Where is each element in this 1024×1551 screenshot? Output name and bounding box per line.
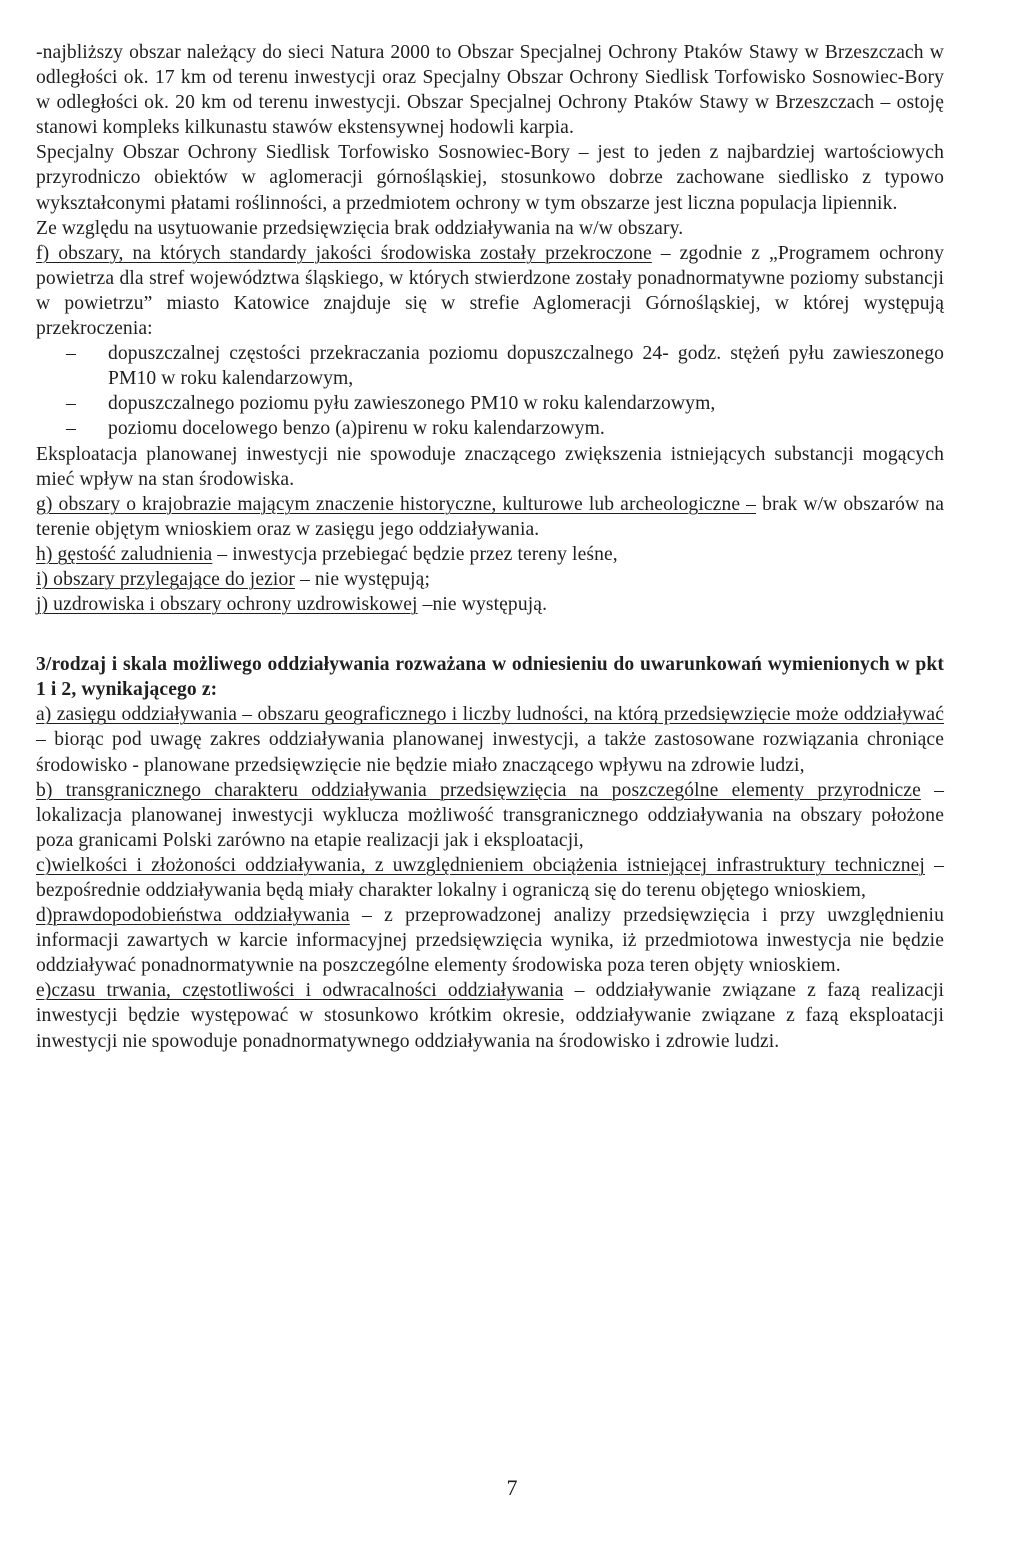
item-i-label: i) obszary przylegające do jezior [36, 568, 295, 590]
item-e-text: – oddziaływanie związane z fazą realizacji inwestycji będzie występować w stosunkowo krótkim okresie, oddziaływanie związane z fazą eksploatacji inwestycji nie spowoduje ponadnormatywnego oddziaływania na środowisko i zdrowie ludzi. [36, 980, 944, 1052]
section-3-heading: 3/rodzaj i skala możliwego oddziaływania rozważana w odniesieniu do uwarunkowań wymienionych w pkt 1 i 2, wynikającego z: [36, 654, 944, 701]
item-h [36, 542, 944, 567]
item-g [36, 492, 944, 542]
item-i-text: – nie występują; [294, 568, 431, 590]
exceedances-list [36, 341, 944, 441]
item-g-label: g) obszary o krajobrazie mającym znaczenie historyczne, kulturowe lub archeologiczne – [36, 493, 757, 515]
list-item-text: dopuszczalnego poziomu pyłu zawieszonego PM10 w roku kalendarzowym, [108, 393, 716, 415]
item-a-text: – biorąc pod uwagę zakres oddziaływania planowanej inwestycji, a także zastosowane rozwiązania chroniące środowisko - planowane przedsięwzięcie nie będzie miało znaczącego wpływu na zdrowie ludzi, [36, 729, 944, 776]
item-b-text: – lokalizacja planowanej inwestycji wyklucza możliwość transgranicznego oddziaływania na obszary położone poza granicami Polski zarówno na etapie realizacji jak i eksploatacji, [36, 779, 944, 851]
list-item-text: dopuszczalnej częstości przekraczania poziomu dopuszczalnego 24- godz. stężeń pyłu zawieszonego PM10 w roku kalendarzowym, [108, 343, 944, 390]
paragraph-torfowisko: Specjalny Obszar Ochrony Siedlisk Torfowisko Sosnowiec-Bory – jest to jeden z najbardziej wartościowych przyrodniczo obiektów w aglomeracji górnośląskiej, stosunkowo dobrze zachowane siedlisko z typowo wykształconymi płatami roślinności, a przedmiotem ochrony w tym obszarze jest liczna populacja lipiennik. [36, 142, 944, 214]
item-b-label: b) transgranicznego charakteru oddziaływania przedsięwzięcia na poszczególne elementy przyrodnicze [36, 779, 921, 801]
section-gap [36, 617, 944, 652]
item-c-text: – bezpośrednie oddziaływania będą miały charakter lokalny i ograniczą się do terenu objętego wnioskiem, [36, 854, 944, 901]
paragraph-natura-2000: -najbliższy obszar należący do sieci Natura 2000 to Obszar Specjalnej Ochrony Ptaków Stawy w Brzeszczach w odległości ok. 17 km od terenu inwestycji oraz Specjalny Obszar Ochrony Siedlisk Torfowisko Sosnowiec-Bory w odległości ok. 20 km od terenu inwestycji. Obszar Specjalnej Ochrony Ptaków Stawy w Brzeszczach – ostoję stanowi kompleks kilkunastu stawów ekstensywnej hodowli karpia. [36, 42, 944, 139]
item-d-text: – z przeprowadzonej analizy przedsięwzięcia i przy uwzględnieniu informacji zawartych w karcie informacyjnej przedsięwzięcia wynika, iż przedmiotowa inwestycja nie będzie oddziaływać ponadnormatywnie na poszczególne elementy środowiska poza teren objęty wnioskiem. [36, 905, 944, 977]
item-c [36, 853, 944, 903]
page-number: 7 [506, 1475, 518, 1500]
dash-bullet: – [66, 418, 76, 440]
item-a [36, 702, 944, 777]
dash-bullet: – [66, 343, 76, 365]
list-item [36, 341, 944, 391]
item-j-label: j) uzdrowiska i obszary ochrony uzdrowiskowej [36, 594, 418, 616]
item-g-text: brak w/w obszarów na terenie objętym wnioskiem oraz w zasięgu jego oddziaływania. [36, 493, 944, 540]
item-f-text: – zgodnie z „Programem ochrony powietrza dla stref województwa śląskiego, w których stwierdzone zostały ponadnormatywne poziomy substancji w powietrzu” miasto Katowice znajduje się w strefie Aglomeracji Górnośląskiej, w której występują przekroczenia: [36, 242, 944, 340]
item-d [36, 903, 944, 978]
dash-bullet: – [66, 393, 76, 415]
item-j-text: –nie występują. [417, 594, 548, 616]
paragraph-exploitation: Eksploatacja planowanej inwestycji nie spowoduje znaczącego zwiększenia istniejących substancji mogących mieć wpływ na stan środowiska. [36, 443, 944, 490]
item-f-label: f) obszary, na których standardy jakości środowiska zostały przekroczone [36, 242, 652, 264]
item-e [36, 978, 944, 1053]
list-item-text: poziomu docelowego benzo (a)pirenu w roku kalendarzowym. [108, 418, 605, 440]
item-i [36, 567, 944, 592]
item-j [36, 592, 944, 617]
item-h-label: h) gęstość zaludnienia [36, 543, 213, 565]
document-body [36, 40, 944, 1054]
item-b [36, 778, 944, 853]
list-item [36, 416, 944, 441]
item-a-label: a) zasięgu oddziaływania – obszaru geograficznego i liczby ludności, na którą przedsięwzięcie może oddziaływać [36, 704, 944, 726]
item-e-label: e)czasu trwania, częstotliwości i odwracalności oddziaływania [36, 980, 564, 1002]
item-f [36, 241, 944, 341]
item-h-text: – inwestycja przebiegać będzie przez tereny leśne, [212, 543, 618, 565]
item-c-label: c)wielkości i złożoności oddziaływania, z uwzględnieniem obciążenia istniejącej infrastruktury technicznej [36, 854, 925, 876]
list-item [36, 391, 944, 416]
item-d-label: d)prawdopodobieństwa oddziaływania [36, 905, 350, 927]
paragraph-no-impact: Ze względu na usytuowanie przedsięwzięcia brak oddziaływania na w/w obszary. [36, 217, 684, 239]
